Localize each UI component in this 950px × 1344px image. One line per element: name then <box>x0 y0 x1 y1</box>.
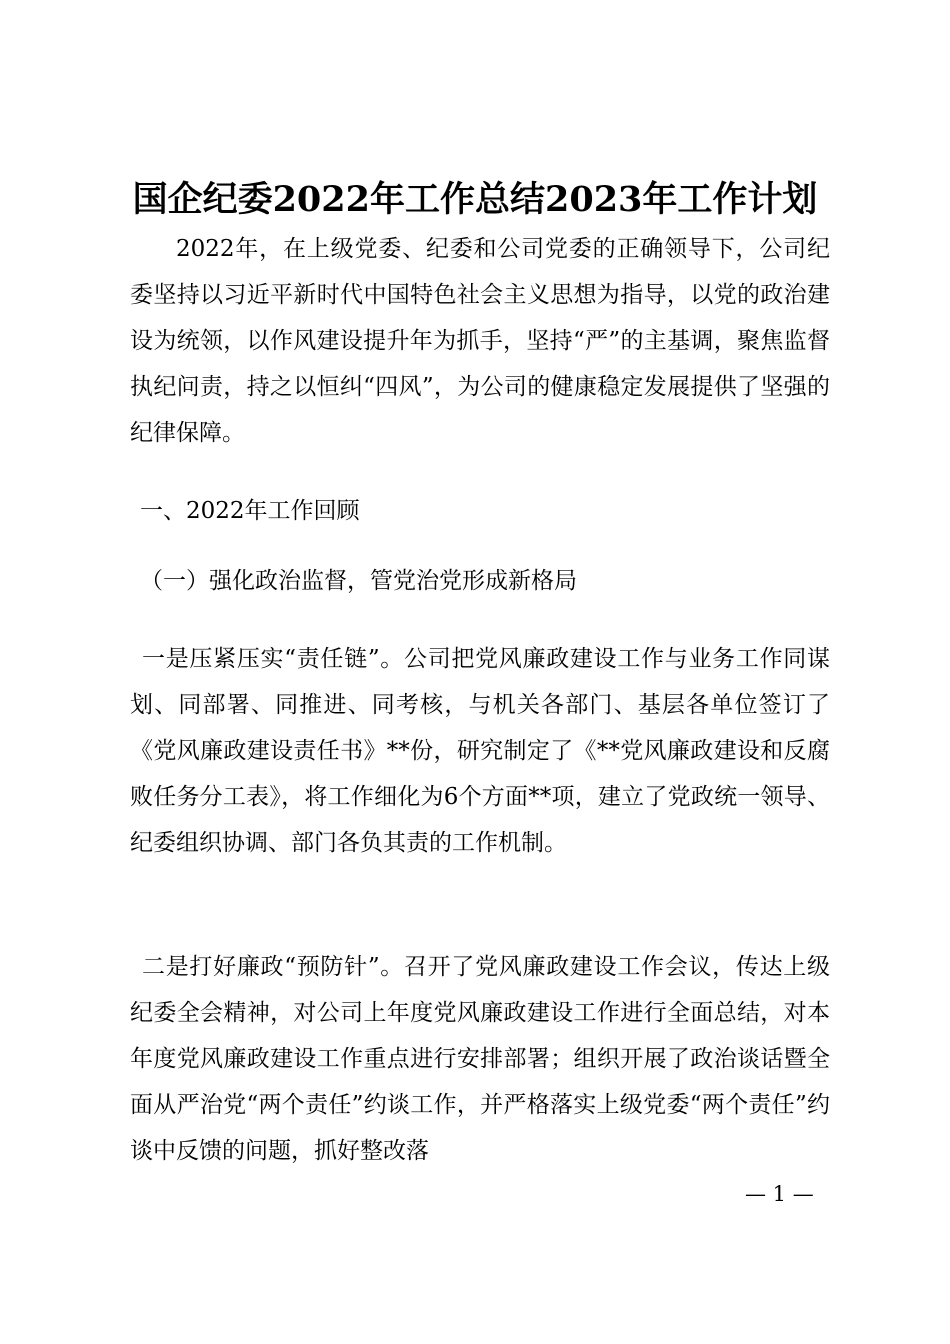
page-number: — 1 — <box>745 1182 814 1206</box>
intro-paragraph: 2022年，在上级党委、纪委和公司党委的正确领导下，公司纪委坚持以习近平新时代中国特色社会主义思想为指导，以党的政治建设为统领，以作风建设提升年为抓手，坚持“严”的主基调，聚焦监督执纪问责，持之以恒纠“四风”，为公司的健康稳定发展提供了坚强的纪律保障。 <box>130 236 830 446</box>
document-title: 国企纪委2022年工作总结2023年工作计划 <box>132 179 818 220</box>
body-paragraph-two: 二是打好廉政“预防针”。召开了党风廉政建设工作会议，传达上级纪委全会精神，对公司上年度党风廉政建设工作进行全面总结，对本年度党风廉政建设工作重点进行安排部署；组织开展了政治谈话暨全面从严治党“两个责任”约谈工作，并严格落实上级党委“两个责任”约谈中反馈的问题，抓好整改落 <box>130 954 830 1164</box>
section-heading: 一、2022年工作回顾 <box>140 498 360 524</box>
body-paragraph-one: 一是压紧压实“责任链”。公司把党风廉政建设工作与业务工作同谋划、同部署、同推进、同考核，与机关各部门、基层各单位签订了《党风廉政建设责任书》**份，研究制定了《**党风廉政建设和反腐败任务分工表》，将工作细化为6个方面**项，建立了党政统一领导、纪委组织协调、部门各负其责的工作机制。 <box>130 646 830 856</box>
subsection-heading: （一）强化政治监督，管党治党形成新格局 <box>140 568 577 594</box>
